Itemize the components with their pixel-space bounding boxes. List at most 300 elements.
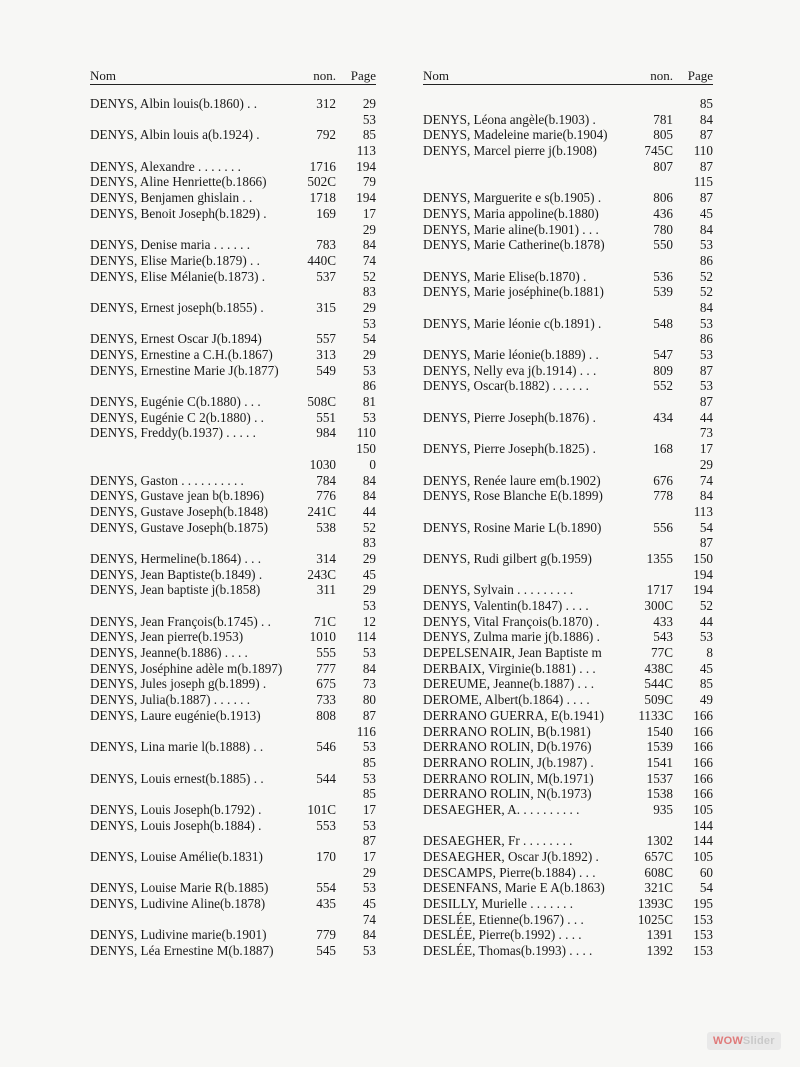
entry-name: DENYS, Jean baptiste j(b.1858) bbox=[90, 582, 261, 598]
index-column-left bbox=[90, 68, 376, 959]
entry-number: 676 bbox=[653, 472, 673, 488]
entry-page: 17 bbox=[362, 849, 376, 864]
entry-name: DENYS, Eugénie C(b.1880) . . . bbox=[90, 394, 261, 410]
entry-number: 539 bbox=[653, 284, 673, 300]
index-entry bbox=[90, 849, 376, 865]
index-entry bbox=[423, 692, 713, 708]
entry-name bbox=[90, 833, 292, 849]
entry-page: 53 bbox=[699, 347, 713, 362]
entry-name bbox=[90, 865, 292, 881]
entry-page: 166 bbox=[693, 786, 713, 802]
entry-name: DENYS, Lina marie l(b.1888) . . bbox=[90, 739, 264, 755]
entry-page: 194 bbox=[693, 582, 713, 598]
index-entry bbox=[90, 269, 376, 285]
index-entry bbox=[90, 786, 376, 802]
index-entry bbox=[423, 347, 713, 363]
entry-number bbox=[292, 724, 336, 740]
entry-number bbox=[627, 535, 673, 551]
entry-name: DENYS, Louise Amélie(b.1831) bbox=[90, 849, 263, 864]
entry-name: DENYS, Benjamen ghislain . . bbox=[90, 190, 253, 206]
entry-number: 435 bbox=[316, 896, 336, 912]
entry-name: DENYS, Gustave Joseph(b.1875) bbox=[90, 519, 269, 535]
index-entry bbox=[423, 410, 713, 426]
index-entry bbox=[423, 865, 713, 881]
entry-number: 557 bbox=[316, 331, 336, 347]
entry-name bbox=[90, 378, 292, 394]
entry-page: 166 bbox=[693, 723, 713, 739]
entry-page: 52 bbox=[362, 519, 376, 535]
entry-page: 60 bbox=[699, 864, 713, 880]
entry-name bbox=[423, 159, 627, 175]
index-entry bbox=[90, 127, 376, 143]
entry-page: 166 bbox=[693, 739, 713, 755]
index-entry bbox=[423, 582, 713, 598]
index-entry bbox=[90, 582, 376, 598]
entry-page: 74 bbox=[362, 911, 376, 927]
entry-number: 440C bbox=[307, 252, 336, 268]
index-entry bbox=[90, 96, 376, 112]
entry-page: 79 bbox=[362, 174, 376, 190]
entry-number bbox=[627, 567, 673, 583]
entry-name bbox=[423, 425, 627, 441]
entry-number bbox=[292, 441, 336, 457]
entry-number bbox=[627, 96, 673, 112]
entry-page: 84 bbox=[699, 299, 713, 315]
entry-page: 29 bbox=[362, 582, 376, 598]
entry-page: 166 bbox=[693, 754, 713, 770]
entry-name: DENYS, Ernest joseph(b.1855) . bbox=[90, 299, 264, 315]
entry-name bbox=[90, 316, 292, 332]
entry-number: 1541 bbox=[646, 754, 673, 770]
entry-page: 54 bbox=[699, 519, 713, 535]
entry-number: 984 bbox=[316, 425, 336, 441]
entry-page: 53 bbox=[699, 315, 713, 331]
entry-page: 53 bbox=[362, 315, 376, 331]
entry-page: 29 bbox=[362, 347, 376, 362]
index-entry bbox=[423, 520, 713, 536]
entry-name: DENYS, Denise maria . . . . . . bbox=[90, 237, 251, 253]
entry-number: 809 bbox=[653, 362, 673, 378]
entry-number: 783 bbox=[316, 237, 336, 253]
entry-name bbox=[423, 567, 627, 583]
index-entry bbox=[423, 488, 713, 504]
entry-page: 116 bbox=[356, 723, 376, 739]
entry-page: 29 bbox=[699, 456, 713, 472]
entry-name: DESLÉE, Thomas(b.1993) . . . . bbox=[423, 943, 593, 959]
entry-name: DENYS, Ernest Oscar J(b.1894) bbox=[90, 331, 262, 347]
entry-page: 85 bbox=[699, 96, 713, 111]
entry-page: 85 bbox=[699, 676, 713, 692]
index-entry bbox=[423, 159, 713, 175]
header-name: Nom bbox=[90, 68, 116, 83]
entry-name: DENYS, Louis ernest(b.1885) . . bbox=[90, 770, 264, 786]
entry-page: 87 bbox=[699, 127, 713, 143]
index-entry bbox=[423, 802, 713, 818]
entry-number: 313 bbox=[316, 347, 336, 362]
index-entry bbox=[90, 441, 376, 457]
entry-page: 105 bbox=[693, 801, 713, 817]
entry-number: 805 bbox=[653, 127, 673, 143]
entry-page: 53 bbox=[362, 770, 376, 786]
index-entry bbox=[423, 645, 713, 661]
entry-name: DENYS, Julia(b.1887) . . . . . . bbox=[90, 692, 251, 708]
index-entry bbox=[90, 300, 376, 316]
index-entry bbox=[423, 504, 713, 520]
entry-number: 553 bbox=[316, 817, 336, 833]
index-entry bbox=[90, 692, 376, 708]
entry-page: 53 bbox=[699, 629, 713, 645]
entry-page: 166 bbox=[693, 770, 713, 786]
entry-number: 536 bbox=[653, 268, 673, 284]
entry-page: 86 bbox=[699, 331, 713, 347]
entry-name: DENYS, Madeleine marie(b.1904) bbox=[423, 127, 608, 143]
index-entry bbox=[423, 614, 713, 630]
index-entry bbox=[90, 222, 376, 238]
entry-name: DENYS, Rosine Marie L(b.1890) bbox=[423, 519, 602, 535]
index-entry bbox=[90, 237, 376, 253]
index-entry bbox=[90, 473, 376, 489]
entry-number: 545 bbox=[316, 943, 336, 959]
index-entry bbox=[423, 943, 713, 959]
index-entry bbox=[90, 159, 376, 175]
entry-number bbox=[627, 300, 673, 316]
entry-number: 1302 bbox=[646, 833, 673, 849]
entry-number: 675 bbox=[316, 676, 336, 692]
entry-name bbox=[423, 96, 627, 112]
entry-name bbox=[90, 598, 292, 614]
entry-number: 780 bbox=[653, 221, 673, 237]
entry-page: 87 bbox=[362, 833, 376, 849]
entry-page: 45 bbox=[362, 566, 376, 582]
index-entry bbox=[423, 394, 713, 410]
entry-name: DENYS, Benoit Joseph(b.1829) . bbox=[90, 205, 267, 221]
index-entry bbox=[90, 567, 376, 583]
entry-page: 153 bbox=[693, 911, 713, 927]
entry-page: 114 bbox=[356, 629, 376, 645]
entry-name bbox=[90, 755, 292, 771]
entry-page: 17 bbox=[362, 801, 376, 817]
entry-number bbox=[292, 598, 336, 614]
entry-name: DENYS, Ernestine a C.H.(b.1867) bbox=[90, 347, 273, 362]
index-entry bbox=[423, 237, 713, 253]
entry-number bbox=[292, 755, 336, 771]
entry-name: DENYS, Rose Blanche E(b.1899) bbox=[423, 488, 603, 504]
entry-number bbox=[627, 818, 673, 834]
header-name: Nom bbox=[423, 68, 449, 83]
entry-page: 86 bbox=[362, 378, 376, 394]
entry-name: DERRANO ROLIN, J(b.1987) . bbox=[423, 754, 594, 770]
entry-name: DENYS, Gaston . . . . . . . . . . bbox=[90, 472, 244, 488]
entry-number: 101C bbox=[307, 801, 336, 817]
index-entry bbox=[90, 190, 376, 206]
index-column-right bbox=[423, 68, 713, 959]
entry-name bbox=[90, 786, 292, 802]
index-entry bbox=[423, 771, 713, 787]
entry-page: 84 bbox=[362, 237, 376, 253]
index-entry bbox=[90, 880, 376, 896]
index-entry bbox=[423, 253, 713, 269]
entry-page: 81 bbox=[362, 394, 376, 410]
index-entry bbox=[423, 896, 713, 912]
watermark-logo: WOWSlider bbox=[707, 1032, 781, 1050]
entry-page: 53 bbox=[362, 111, 376, 127]
index-entry bbox=[90, 833, 376, 849]
index-entry bbox=[423, 269, 713, 285]
index-entry bbox=[423, 206, 713, 222]
entry-number: 434 bbox=[653, 409, 673, 425]
entry-page: 44 bbox=[699, 613, 713, 629]
index-entry bbox=[90, 818, 376, 834]
index-entry bbox=[90, 739, 376, 755]
entry-page: 52 bbox=[699, 268, 713, 284]
entry-number: 241C bbox=[307, 503, 336, 519]
entry-number: 168 bbox=[653, 441, 673, 457]
entry-name: DENYS, Marie Catherine(b.1878) bbox=[423, 237, 605, 253]
entry-name: DENYS, Vital François(b.1870) . bbox=[423, 613, 600, 629]
entry-number: 1010 bbox=[309, 629, 336, 645]
index-entry bbox=[90, 865, 376, 881]
entry-page: 45 bbox=[699, 660, 713, 676]
index-entry bbox=[90, 504, 376, 520]
entry-name: DENYS, Aline Henriette(b.1866) bbox=[90, 174, 267, 190]
column-header bbox=[90, 68, 376, 85]
entry-page: 83 bbox=[362, 535, 376, 551]
entry-page: 85 bbox=[362, 754, 376, 770]
entry-page: 144 bbox=[693, 833, 713, 849]
entry-name: DESAEGHER, Oscar J(b.1892) . bbox=[423, 849, 599, 864]
index-entry bbox=[423, 222, 713, 238]
entry-number: 502C bbox=[307, 174, 336, 190]
entry-number: 537 bbox=[316, 268, 336, 284]
entry-page: 17 bbox=[362, 205, 376, 221]
entry-page: 29 bbox=[362, 221, 376, 237]
entry-name: DENYS, Jean Baptiste(b.1849) . bbox=[90, 566, 263, 582]
entry-name bbox=[423, 300, 627, 316]
entry-name: DENYS, Eugénie C 2(b.1880) . . bbox=[90, 409, 264, 425]
entry-number: 544 bbox=[316, 770, 336, 786]
entry-page: 84 bbox=[699, 488, 713, 504]
entry-number: 546 bbox=[316, 739, 336, 755]
entry-number bbox=[292, 378, 336, 394]
entry-number: 608C bbox=[644, 864, 673, 880]
entry-name: DENYS, Zulma marie j(b.1886) . bbox=[423, 629, 600, 645]
entry-number: 776 bbox=[316, 488, 336, 504]
entry-name: DENYS, Sylvain . . . . . . . . . bbox=[423, 582, 574, 598]
entry-number: 779 bbox=[316, 927, 336, 943]
entry-page: 29 bbox=[362, 96, 376, 111]
index-entry bbox=[423, 143, 713, 159]
entry-name: DESAEGHER, A. . . . . . . . . . bbox=[423, 801, 580, 817]
entry-name: DENYS, Léa Ernestine M(b.1887) bbox=[90, 943, 274, 959]
entry-page: 87 bbox=[699, 362, 713, 378]
index-entry bbox=[90, 598, 376, 614]
entry-name: DENYS, Ludivine Aline(b.1878) bbox=[90, 896, 266, 912]
entry-page: 85 bbox=[362, 127, 376, 143]
entry-page: 144 bbox=[693, 817, 713, 833]
entry-page: 84 bbox=[362, 488, 376, 504]
index-entry bbox=[90, 394, 376, 410]
index-entry bbox=[423, 880, 713, 896]
entry-number bbox=[292, 786, 336, 802]
entry-number bbox=[627, 425, 673, 441]
entry-page: 87 bbox=[699, 158, 713, 174]
index-entry bbox=[423, 818, 713, 834]
entry-page: 53 bbox=[699, 378, 713, 394]
entry-page: 53 bbox=[362, 362, 376, 378]
entry-page: 194 bbox=[356, 190, 376, 206]
entry-page: 74 bbox=[362, 252, 376, 268]
entry-name: DENYS, Hermeline(b.1864) . . . bbox=[90, 550, 262, 566]
entry-name: DENYS, Joséphine adèle m(b.1897) bbox=[90, 660, 283, 676]
entry-number: 1538 bbox=[646, 786, 673, 802]
entry-page: 85 bbox=[362, 786, 376, 802]
entry-page: 53 bbox=[362, 943, 376, 959]
entry-name: DENYS, Marie Elise(b.1870) . bbox=[423, 268, 587, 284]
entry-name: DERRANO ROLIN, D(b.1976) bbox=[423, 739, 592, 755]
entry-page: 87 bbox=[699, 535, 713, 551]
entry-number: 438C bbox=[644, 660, 673, 676]
entry-number: 1391 bbox=[646, 927, 673, 943]
entry-number: 807 bbox=[653, 158, 673, 174]
index-entry bbox=[90, 363, 376, 379]
entry-page: 52 bbox=[362, 268, 376, 284]
index-entry bbox=[423, 174, 713, 190]
entry-number: 508C bbox=[307, 394, 336, 410]
entry-number bbox=[292, 222, 336, 238]
index-entry bbox=[423, 629, 713, 645]
entry-page: 84 bbox=[362, 660, 376, 676]
entry-number: 549 bbox=[316, 362, 336, 378]
entry-number: 321C bbox=[644, 880, 673, 896]
entry-number: 243C bbox=[307, 566, 336, 582]
entry-number: 548 bbox=[653, 315, 673, 331]
entry-number: 657C bbox=[644, 849, 673, 864]
entry-number: 555 bbox=[316, 645, 336, 661]
entry-name bbox=[90, 284, 292, 300]
entry-page: 74 bbox=[699, 472, 713, 488]
index-entry bbox=[90, 676, 376, 692]
entry-page: 29 bbox=[362, 864, 376, 880]
index-entry bbox=[423, 363, 713, 379]
entry-number: 170 bbox=[316, 849, 336, 864]
index-entry bbox=[90, 614, 376, 630]
entry-name: DENYS, Valentin(b.1847) . . . . bbox=[423, 598, 589, 613]
entry-page: 84 bbox=[362, 927, 376, 943]
entry-page: 84 bbox=[699, 111, 713, 127]
entry-name bbox=[423, 818, 627, 834]
index-entry bbox=[423, 724, 713, 740]
index-entry bbox=[423, 676, 713, 692]
entry-page: 194 bbox=[693, 566, 713, 582]
index-entry bbox=[90, 645, 376, 661]
entry-name: DENYS, Alexandre . . . . . . . bbox=[90, 158, 241, 174]
entry-number: 544C bbox=[644, 676, 673, 692]
index-entry bbox=[90, 927, 376, 943]
entry-number bbox=[292, 143, 336, 159]
index-entry bbox=[90, 755, 376, 771]
entry-name: DENYS, Freddy(b.1937) . . . . . bbox=[90, 425, 256, 441]
entry-number: 77C bbox=[651, 645, 673, 661]
entry-number: 1716 bbox=[309, 158, 336, 174]
entry-number: 1392 bbox=[646, 943, 673, 959]
entry-number: 300C bbox=[644, 598, 673, 613]
header-page: Page bbox=[687, 68, 713, 83]
index-entry bbox=[90, 457, 376, 473]
entry-name bbox=[90, 112, 292, 128]
entry-number bbox=[292, 112, 336, 128]
entry-number: 550 bbox=[653, 237, 673, 253]
entry-page: 53 bbox=[362, 645, 376, 661]
index-entry bbox=[90, 520, 376, 536]
header-number: non. bbox=[650, 68, 673, 83]
entry-number bbox=[292, 284, 336, 300]
entry-page: 45 bbox=[699, 205, 713, 221]
entry-name: DESENFANS, Marie E A(b.1863) bbox=[423, 880, 605, 896]
entry-name: DENYS, Marie léonie(b.1889) . . bbox=[423, 347, 599, 362]
entry-name: DERRANO ROLIN, M(b.1971) bbox=[423, 770, 594, 786]
entry-number: 1025C bbox=[637, 911, 673, 927]
entry-name: DERRANO GUERRA, E(b.1941) bbox=[423, 707, 604, 723]
index-entry bbox=[423, 739, 713, 755]
entry-page: 153 bbox=[693, 943, 713, 959]
entry-name bbox=[423, 394, 627, 410]
entry-page: 87 bbox=[699, 394, 713, 410]
entry-page: 53 bbox=[362, 598, 376, 613]
entry-number: 552 bbox=[653, 378, 673, 394]
entry-number: 436 bbox=[653, 205, 673, 221]
entry-number bbox=[292, 833, 336, 849]
entry-name: DENYS, Gustave jean b(b.1896) bbox=[90, 488, 264, 504]
index-entry bbox=[90, 551, 376, 567]
entry-page: 105 bbox=[693, 849, 713, 864]
entry-number: 1718 bbox=[309, 190, 336, 206]
entry-page: 29 bbox=[362, 550, 376, 566]
entry-name bbox=[423, 457, 627, 473]
entry-page: 53 bbox=[362, 409, 376, 425]
index-entry bbox=[423, 284, 713, 300]
entry-page: 87 bbox=[699, 190, 713, 206]
entry-name: DERRANO ROLIN, B(b.1981) bbox=[423, 723, 591, 739]
entry-number: 778 bbox=[653, 488, 673, 504]
index-entry bbox=[90, 143, 376, 159]
entry-page: 73 bbox=[362, 676, 376, 692]
entry-page: 113 bbox=[356, 143, 376, 159]
index-entry bbox=[90, 378, 376, 394]
entry-name: DENYS, Albin louis a(b.1924) . bbox=[90, 127, 260, 143]
index-entry bbox=[90, 708, 376, 724]
entry-name: DESLÉE, Pierre(b.1992) . . . . bbox=[423, 927, 582, 943]
index-entry bbox=[423, 786, 713, 802]
entry-number: 71C bbox=[314, 613, 336, 629]
entry-number bbox=[627, 174, 673, 190]
entry-page: 44 bbox=[699, 409, 713, 425]
entry-number: 543 bbox=[653, 629, 673, 645]
index-entry bbox=[423, 927, 713, 943]
entry-number: 556 bbox=[653, 519, 673, 535]
entry-name: DENYS, Maria appoline(b.1880) bbox=[423, 205, 599, 221]
index-entry bbox=[423, 567, 713, 583]
entry-number: 777 bbox=[316, 660, 336, 676]
index-entry bbox=[423, 833, 713, 849]
entry-number bbox=[292, 316, 336, 332]
entry-number bbox=[627, 253, 673, 269]
entry-page: 0 bbox=[369, 456, 376, 472]
entry-page: 52 bbox=[699, 284, 713, 300]
entry-page: 49 bbox=[699, 692, 713, 708]
index-entry bbox=[423, 551, 713, 567]
entry-name bbox=[90, 912, 292, 928]
entry-name: DENYS, Jean pierre(b.1953) bbox=[90, 629, 244, 645]
